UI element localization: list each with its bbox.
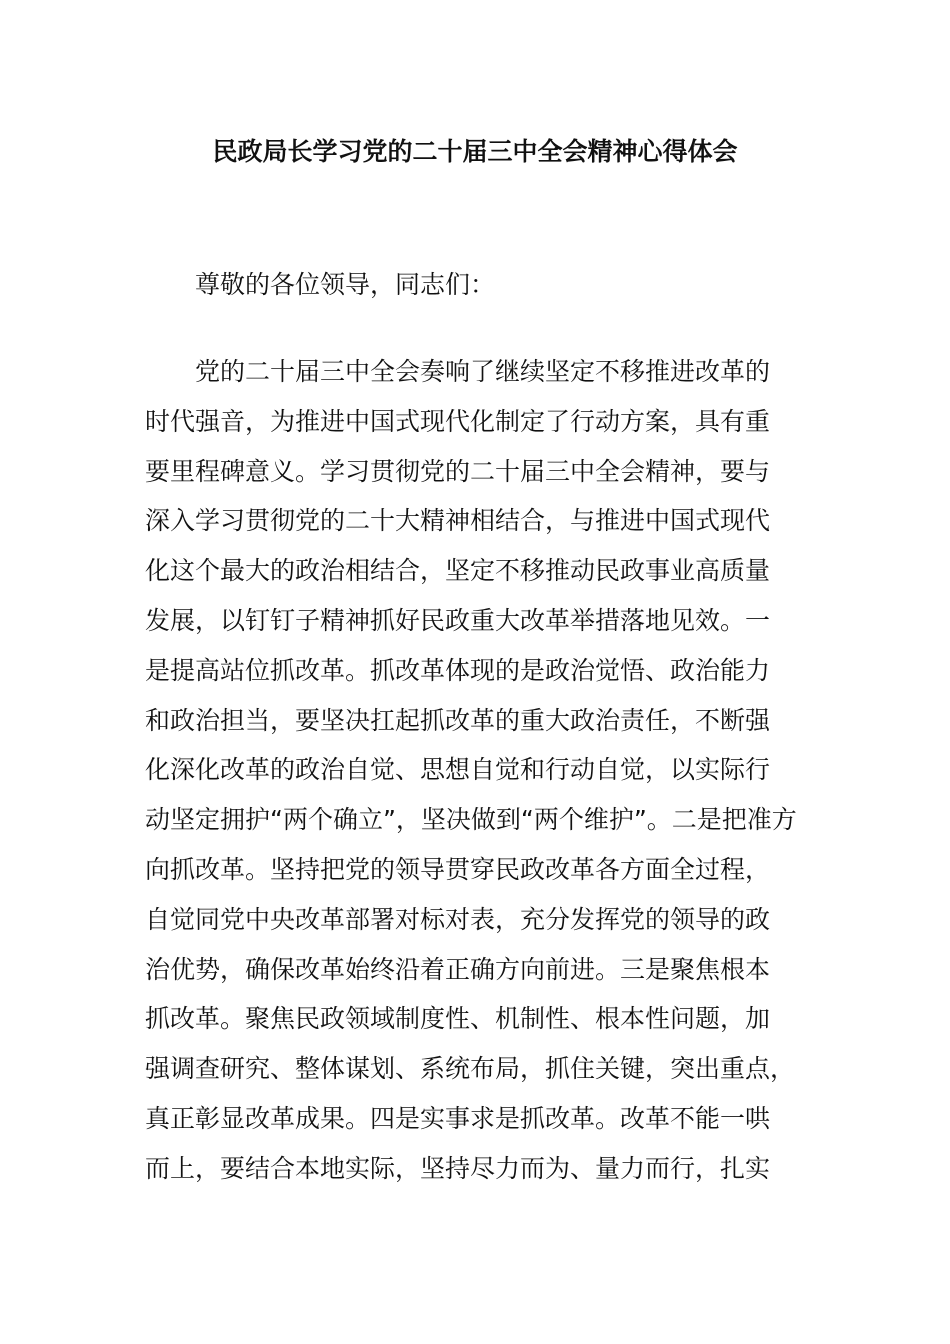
paragraph-line: 化这个最大的政治相结合，坚定不移推动民政事业高质量 bbox=[145, 556, 771, 586]
paragraph-line: 而上，要结合本地实际，坚持尽力而为、量力而行，扎实 bbox=[145, 1153, 771, 1183]
paragraph-line: 真正彰显改革成果。四是实事求是抓改革。改革不能一哄 bbox=[145, 1103, 771, 1133]
document-title: 民政局长学习党的二十届三中全会精神心得体会 bbox=[212, 137, 738, 166]
paragraph-line: 治优势，确保改革始终沿着正确方向前进。三是聚焦根本 bbox=[145, 954, 771, 984]
paragraph-line: 深入学习贯彻党的二十大精神相结合，与推进中国式现代 bbox=[145, 506, 771, 536]
paragraph-line: 化深化改革的政治自觉、思想自觉和行动自觉，以实际行 bbox=[145, 755, 771, 785]
paragraph-line: 党的二十届三中全会奏响了继续坚定不移推进改革的 bbox=[195, 357, 771, 386]
paragraph-line: 是提高站位抓改革。抓改革体现的是政治觉悟、政治能力 bbox=[145, 655, 771, 685]
paragraph-line: 向抓改革。坚持把党的领导贯穿民政改革各方面全过程， bbox=[145, 854, 771, 884]
paragraph-line: 和政治担当，要坚决扛起抓改革的重大政治责任，不断强 bbox=[145, 705, 771, 735]
paragraph-line: 要里程碑意义。学习贯彻党的二十届三中全会精神，要与 bbox=[145, 456, 771, 486]
paragraph-line: 动坚定拥护“两个确立”，坚决做到“两个维护”。二是把准方 bbox=[145, 805, 797, 835]
paragraph-line: 时代强音，为推进中国式现代化制定了行动方案，具有重 bbox=[145, 406, 771, 436]
body-paragraph bbox=[145, 352, 815, 1199]
paragraph-line: 抓改革。聚焦民政领域制度性、机制性、根本性问题，加 bbox=[145, 1004, 771, 1034]
paragraph-line: 强调查研究、整体谋划、系统布局，抓住关键，突出重点， bbox=[145, 1054, 796, 1084]
paragraph-line: 发展，以钉钉子精神抓好民政重大改革举措落地见效。一 bbox=[145, 605, 771, 635]
paragraph-line: 自觉同党中央改革部署对标对表，充分发挥党的领导的政 bbox=[145, 904, 771, 934]
salutation: 尊敬的各位领导，同志们： bbox=[195, 270, 496, 299]
